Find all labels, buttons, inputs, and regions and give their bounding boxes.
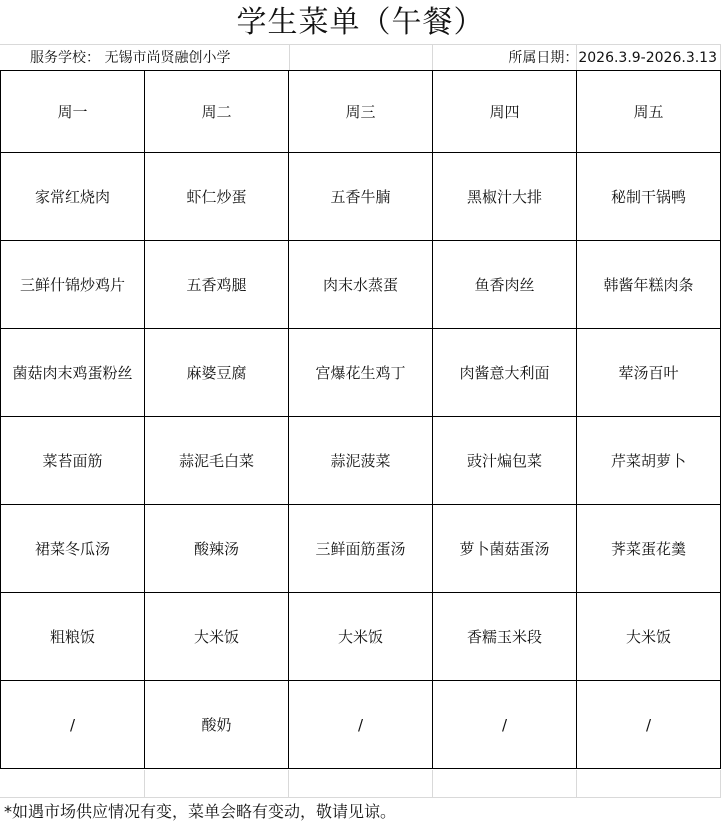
- dish-cell: 肉末水蒸蛋: [289, 241, 433, 329]
- day-header-friday: 周五: [577, 71, 721, 153]
- dish-cell: 豉汁煸包菜: [433, 417, 577, 505]
- dish-cell: 蒜泥菠菜: [289, 417, 433, 505]
- dish-cell: 菜苔面筋: [1, 417, 145, 505]
- date-range: 所属日期：2026.3.9-2026.3.13: [508, 50, 717, 66]
- gridline: [144, 770, 145, 797]
- day-header-tuesday: 周二: [145, 71, 289, 153]
- page-title: 学生菜单（午餐）: [236, 5, 485, 40]
- dish-cell: /: [577, 681, 721, 769]
- dish-cell: 肉酱意大利面: [433, 329, 577, 417]
- dish-cell: 荤汤百叶: [577, 329, 721, 417]
- table-row: [1, 153, 721, 241]
- dish-cell: 宫爆花生鸡丁: [289, 329, 433, 417]
- dish-cell: 大米饭: [289, 593, 433, 681]
- day-header-wednesday: 周三: [289, 71, 433, 153]
- dish-cell: 秘制干锅鸭: [577, 153, 721, 241]
- gridline: [289, 44, 290, 70]
- menu-table: [0, 70, 721, 769]
- dish-cell: 三鲜什锦炒鸡片: [1, 241, 145, 329]
- dish-cell: 鱼香肉丝: [433, 241, 577, 329]
- dish-cell: 芹菜胡萝卜: [577, 417, 721, 505]
- table-row: [1, 505, 721, 593]
- gridline: [288, 770, 289, 797]
- dish-cell: 香糯玉米段: [433, 593, 577, 681]
- table-row: [1, 417, 721, 505]
- dish-cell: 麻婆豆腐: [145, 329, 289, 417]
- dish-cell: /: [289, 681, 433, 769]
- day-header-thursday: 周四: [433, 71, 577, 153]
- dish-cell: 韩酱年糕肉条: [577, 241, 721, 329]
- dish-cell: 酸辣汤: [145, 505, 289, 593]
- dish-cell: /: [433, 681, 577, 769]
- dish-cell: 大米饭: [577, 593, 721, 681]
- gridline: [432, 44, 433, 70]
- dish-cell: 五香鸡腿: [145, 241, 289, 329]
- dish-cell: 菌菇肉末鸡蛋粉丝: [1, 329, 145, 417]
- day-header-monday: 周一: [1, 71, 145, 153]
- table-row: [1, 593, 721, 681]
- gridline: [576, 770, 577, 797]
- dish-cell: 酸奶: [145, 681, 289, 769]
- table-row: [1, 681, 721, 769]
- table-row: [1, 241, 721, 329]
- gridline: [0, 797, 721, 798]
- dish-cell: 黑椒汁大排: [433, 153, 577, 241]
- dish-cell: 粗粮饭: [1, 593, 145, 681]
- gridline: [432, 770, 433, 797]
- dish-cell: 蒜泥毛白菜: [145, 417, 289, 505]
- dish-cell: 大米饭: [145, 593, 289, 681]
- footer-note: *如遇市场供应情况有变，菜单会略有变动，敬请见谅。: [4, 802, 397, 821]
- school-name: 服务学校： 无锡市尚贤融创小学: [30, 50, 231, 66]
- dish-cell: 虾仁炒蛋: [145, 153, 289, 241]
- dish-cell: 三鲜面筋蛋汤: [289, 505, 433, 593]
- dish-cell: 裙菜冬瓜汤: [1, 505, 145, 593]
- dish-cell: /: [1, 681, 145, 769]
- dish-cell: 五香牛腩: [289, 153, 433, 241]
- dish-cell: 家常红烧肉: [1, 153, 145, 241]
- table-row: [1, 329, 721, 417]
- dish-cell: 荠菜蛋花羹: [577, 505, 721, 593]
- dish-cell: 萝卜菌菇蛋汤: [433, 505, 577, 593]
- table-header-row: [1, 71, 721, 153]
- gridline: [0, 44, 721, 45]
